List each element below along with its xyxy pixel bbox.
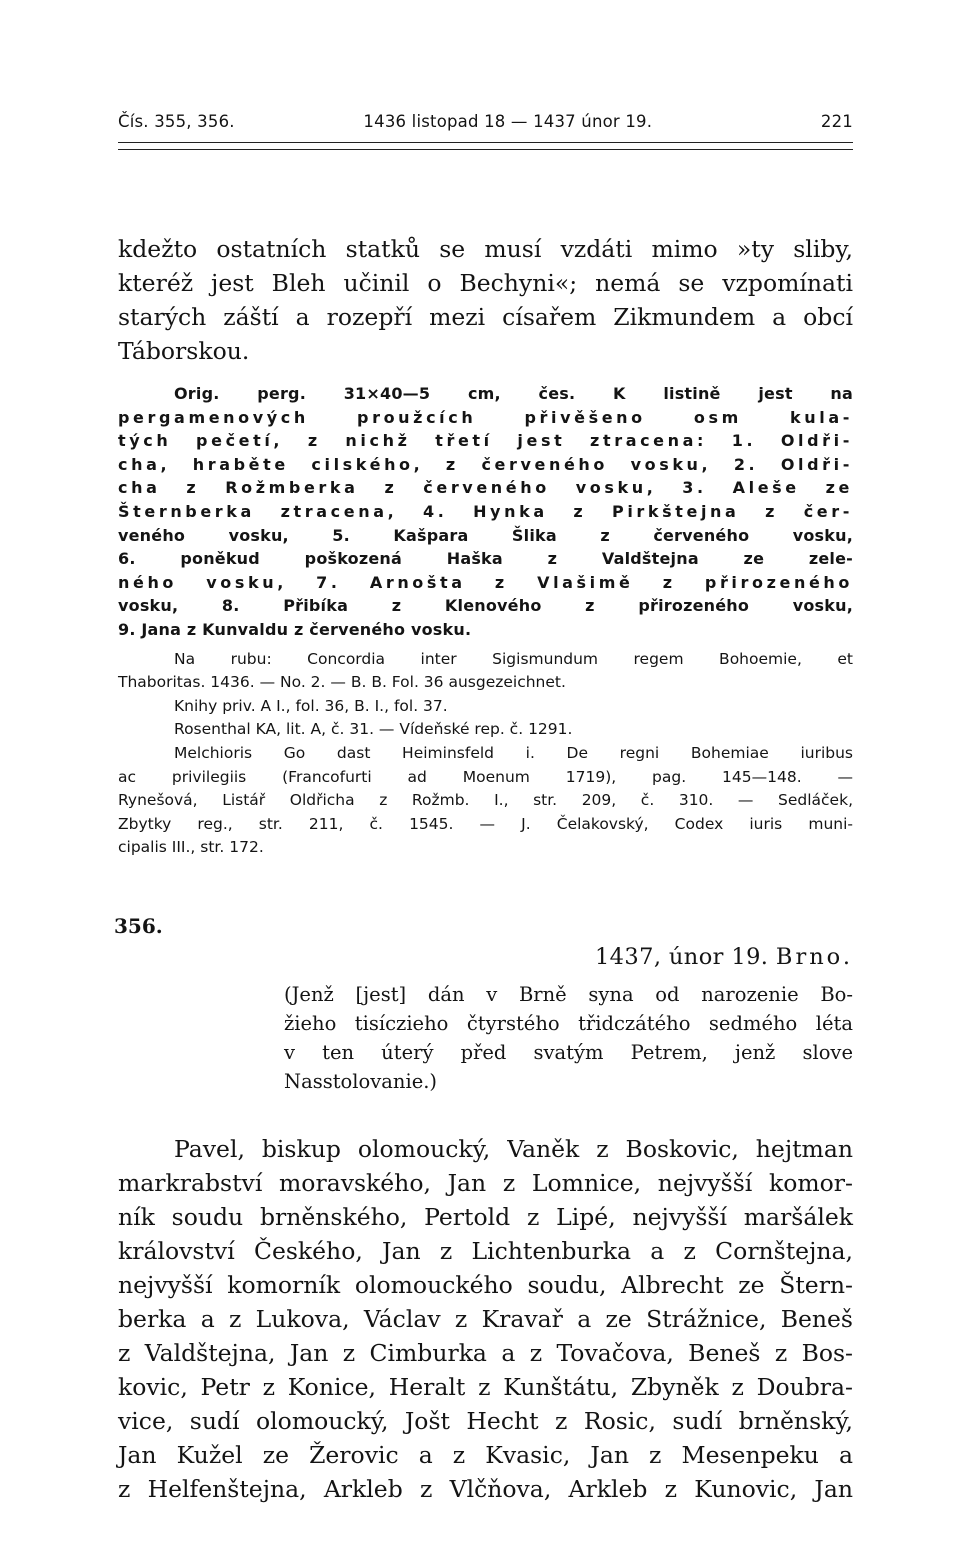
text-line: vosku, 8. Přibíka z Klenového z přirozeného vosku, — [118, 596, 853, 616]
document-page — [114, 112, 853, 1506]
text-line: Rynešová, Listář Oldřicha z Rožmb. I., str. 209, č. 310. — Sedláček, — [118, 791, 853, 810]
text-line: nejvyšší komorník olomouckého soudu, Albrecht ze Štern- — [118, 1270, 853, 1299]
text-line: ník soudu brněnského, Pertold z Lipé, nejvyšší maršálek — [118, 1202, 853, 1231]
text-line: v ten úterý před svatým Petrem, jenž slove — [284, 1040, 853, 1064]
header-double-rule — [118, 142, 853, 150]
text-line: Šternberka ztracena, 4. Hynka z Pirkštejna z čer- — [118, 501, 853, 521]
text-line: cha, hraběte cilského, z červeného vosku, 2. Oldři- — [118, 454, 853, 474]
text-line: království Českého, Jan z Lichtenburka a z Cornštejna, — [118, 1236, 853, 1265]
text-line: (Jenž [jest] dán v Brně syna od narozenie Bo- — [284, 982, 853, 1006]
text-line: 6. poněkud poškozená Haška z Valdštejna ze zele- — [118, 549, 853, 569]
text-line: cha z Rožmberka z červeného vosku, 3. Aleše ze — [118, 478, 853, 498]
text-line: tých pečetí, z nichž třetí jest ztracena: 1. Oldři- — [118, 431, 853, 451]
running-header — [118, 112, 853, 138]
text-line: cipalis III., str. 172. — [118, 838, 264, 857]
page-number: 221 — [820, 112, 853, 131]
document-main-text — [118, 1132, 853, 1506]
text-line: Pavel, biskup olomoucký, Vaněk z Boskovic, hejtman — [174, 1134, 853, 1163]
text-line: ného vosku, 7. Arnošta z Vlašimě z přirozeného — [118, 572, 853, 592]
document-date: 1437, únor 19. — [594, 943, 769, 970]
text-line: Rosenthal KA, lit. A, č. 31. — Vídeňské rep. č. 1291. — [174, 720, 573, 739]
text-line: Knihy priv. A I., fol. 36, B. I., fol. 37. — [174, 696, 448, 715]
text-line: Na rubu: Concordia inter Sigismundum regem Bohoemie, et — [174, 649, 853, 668]
text-line: kovic, Petr z Konice, Heralt z Kunštátu, Zbyněk z Doubra- — [118, 1372, 853, 1401]
text-line: Táborskou. — [118, 337, 250, 365]
text-line: Zbytky reg., str. 211, č. 1545. — J. Čelakovský, Codex iuris muni- — [118, 814, 853, 833]
text-line: starých záští a rozepří mezi císařem Zikmundem a obcí — [118, 303, 853, 331]
text-line: berka a z Lukova, Václav z Kravař a ze Strážnice, Beneš — [118, 1304, 853, 1333]
text-line: z Helfenštejna, Arkleb z Vlčňova, Arkleb z Kunovic, Jan — [118, 1474, 853, 1503]
text-line: Melchioris Go dast Heiminsfeld i. De regni Bohemiae iuribus — [174, 743, 853, 762]
text-line: kdežto ostatních statků se musí vzdáti mimo »ty sliby, — [118, 235, 853, 263]
document-number: 356. — [114, 913, 163, 938]
text-line: 9. Jana z Kunvaldu z červeného vosku. — [118, 619, 472, 639]
header-date-range: 1436 listopad 18 — 1437 únor 19. — [363, 112, 653, 131]
text-line: Jan Kužel ze Žerovic a z Kvasic, Jan z Mesenpeku a — [118, 1440, 853, 1469]
text-line: ac privilegiis (Francofurti ad Moenum 1719), pag. 145—148. — — [118, 767, 853, 786]
bibliographic-notes — [118, 648, 853, 860]
text-line: kteréž jest Bleh učinil o Bechyni«; nemá se vzpomínati — [118, 269, 853, 297]
text-line: Nasstolovanie.) — [284, 1069, 438, 1093]
text-line: žieho tisíczieho čtyrstého třidczátého sedmého léta — [284, 1011, 853, 1035]
text-line: Orig. perg. 31×40—5 cm, čes. K listině jest na — [174, 384, 853, 403]
seal-description — [118, 382, 853, 642]
text-line: Thaboritas. 1436. — No. 2. — B. B. Fol. 36 ausgezeichnet. — [118, 673, 566, 692]
document-intro — [284, 980, 853, 1096]
text-line: markrabství moravského, Jan z Lomnice, nejvyšší komor- — [118, 1168, 853, 1197]
text-line: z Valdštejna, Jan z Cimburka a z Tovačova, Beneš z Bos- — [118, 1338, 853, 1367]
header-document-numbers: Čís. 355, 356. — [118, 112, 235, 131]
text-line: veného vosku, 5. Kašpara Šlika z červeného vosku, — [118, 525, 853, 545]
text-line: pergamenových proužcích přivěšeno osm kula- — [118, 407, 853, 427]
continuation-paragraph — [118, 232, 853, 368]
document-place: Brno. — [775, 943, 853, 970]
text-line: vice, sudí olomoucký, Jošt Hecht z Rosic, sudí brněnský, — [118, 1406, 853, 1435]
document-date-line — [118, 944, 853, 970]
